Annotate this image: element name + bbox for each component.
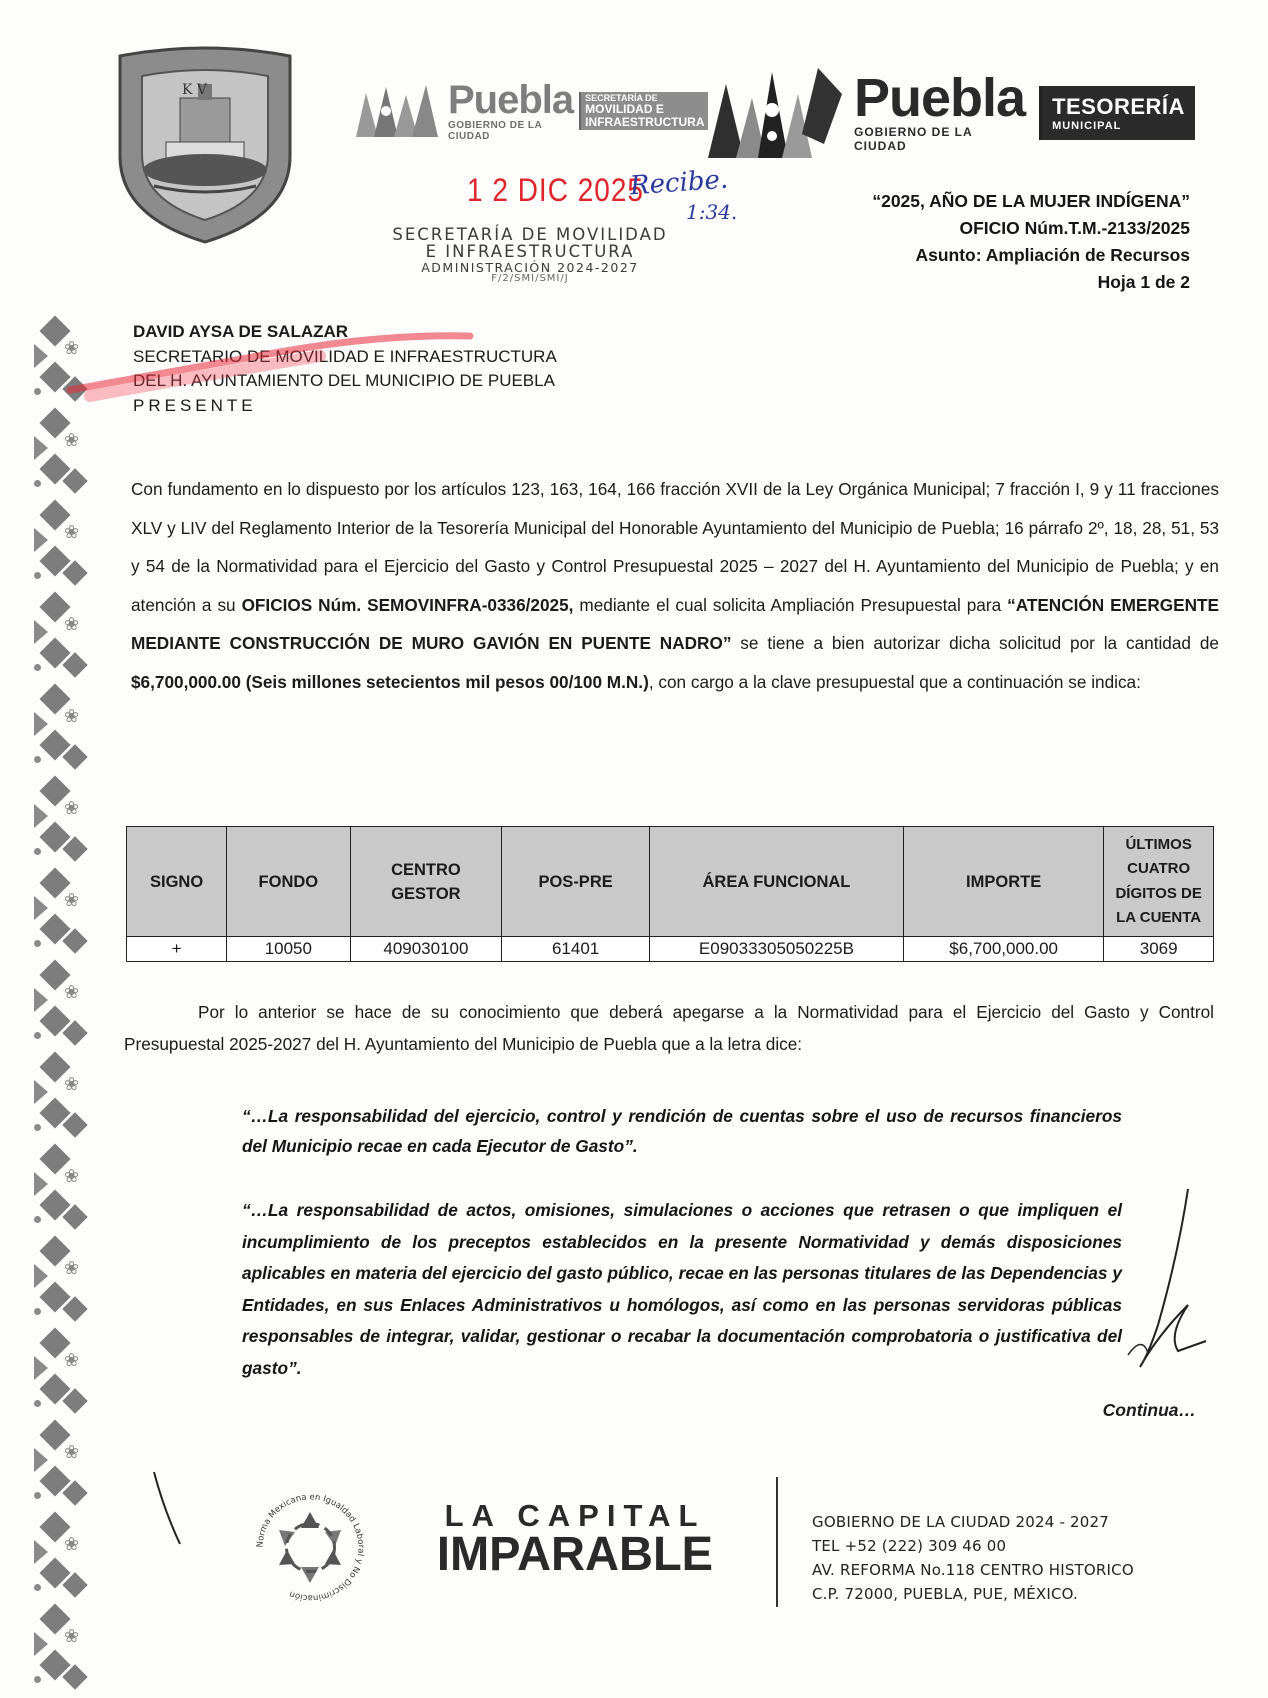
border-pattern-unit: ❀ — [34, 502, 94, 594]
gobierno-tagline: GOBIERNO DE LA CIUDAD — [854, 124, 973, 153]
col-pos-pre: POS-PRE — [502, 827, 650, 937]
border-pattern-unit: ❀ — [34, 1238, 94, 1330]
body-paragraph: Con fundamento en lo dispuesto por los artículos 123, 163, 164, 166 fracción XVII de la Ley Orgánica Municipal; 7 fracción I, 9 y 11 fracciones XLV y LIV del Reglamento Interior de la Tesorería Municipal del Honorable Ayuntamiento del Municipio de Puebla; 16 párrafo 2º, 18, 28, 51, 53 y 54 de la Normatividad para el Ejercicio del Gasto y Control Presupuestal 2025 – 2027 del H. Ayuntamiento del Municipio de Puebla; y en atención a su OFICIOS Núm. SEMOVINFRA-0336/2025, mediante el cual solicita Ampliación Presupuestal para “ATENCIÓN EMERGENTE MEDIANTE CONSTRUCCIÓN DE MURO GAVIÓN EN PUENTE NADRO” se tiene a bien autorizar dicha solicitud por la cantidad de $6,700,000.00 (Seis millones setecientos mil pesos 00/100 M.N.), con cargo a la clave presupuestal que a continuación se indica: — [131, 479, 1219, 692]
signature-initial-icon — [1118, 1185, 1208, 1385]
border-pattern-unit: ❀ — [34, 686, 94, 778]
normativity-paragraph: Por lo anterior se hace de su conocimiento que deberá apegarse a la Normatividad para el Ejercicio del Gasto y Control Presupuestal 2025-2027 del H. Ayuntamiento del Municipio de Puebla que a la letra dice: — [124, 1002, 1214, 1054]
footer-address: GOBIERNO DE LA CIUDAD 2024 - 2027 TEL +52 (222) 309 46 00 AV. REFORMA No.118 CENTRO HISTORICO C.P. 72000, PUEBLA, PUE, MÉXICO. — [812, 1513, 1134, 1603]
slogan-line2: IMPARABLE — [436, 1528, 714, 1581]
border-pattern-unit: ❀ — [34, 1514, 94, 1606]
oficio-number: OFICIO Núm.T.M.-2133/2025 — [959, 218, 1190, 238]
tesoreria-box: TESORERÍA MUNICIPAL — [1039, 86, 1195, 140]
table-row: + 10050 409030100 61401 E09033305050225B $6,700,000.00 3069 — [127, 937, 1214, 962]
col-fondo: FONDO — [227, 827, 350, 937]
decorative-border — [34, 318, 94, 1647]
border-pattern-unit: ❀ — [34, 1606, 94, 1698]
footer-divider — [776, 1477, 778, 1607]
page-indicator: Hoja 1 de 2 — [1097, 272, 1190, 292]
movilidad-logo — [352, 76, 707, 146]
addressee-title: SECRETARIO DE MOVILIDAD E INFRAESTRUCTURA — [133, 346, 557, 366]
project-name: “ATENCIÓN EMERGENTE MEDIANTE CONSTRUCCIÓN DE MURO GAVIÓN EN PUENTE NADRO” — [131, 594, 1219, 653]
svg-text:Norma Mexicana en Igualdad Lab: Norma Mexicana en Igualdad Laboral y No Discriminación — [255, 1492, 366, 1603]
border-pattern-unit: ❀ — [34, 1054, 94, 1146]
reception-stamp-date: 1 2 DIC 2025 — [467, 172, 644, 208]
border-pattern-unit: ❀ — [34, 870, 94, 962]
handwritten-time: 1:34. — [686, 200, 738, 224]
continues-label: Continua… — [1102, 1400, 1196, 1420]
puebla-wordmark: Puebla — [448, 78, 574, 122]
gobierno-tagline: GOBIERNO DE LA CIUDAD — [448, 120, 542, 142]
puebla-emblem-icon — [352, 81, 442, 141]
border-pattern-unit: ❀ — [34, 1146, 94, 1238]
addressee-institution: DEL H. AYUNTAMIENTO DEL MUNICIPIO DE PUEBLA — [133, 371, 555, 390]
col-area-funcional: ÁREA FUNCIONAL — [649, 827, 903, 937]
subject: Asunto: Ampliación de Recursos — [915, 245, 1190, 265]
equality-seal-icon — [253, 1490, 368, 1605]
border-pattern-unit: ❀ — [34, 594, 94, 686]
quote-responsibility-2: “…La responsabilidad de actos, omisiones, simulaciones o acciones que retrasen o que impliquen el incumplimiento de los preceptos establecidos en la presente Normatividad y demás disposiciones aplicables en materia del ejercicio del gasto público, recae en las personas titulares de las Dependencias y Entidades, en sus Enlaces Administrativos u homólogos, así como en las personas servidoras públicas responsables de integrar, validar, gestionar o recabar la documentación comprobatoria o justificativa del gasto”. — [242, 1200, 1122, 1378]
puebla-wordmark: Puebla — [854, 68, 1026, 129]
border-pattern-unit: ❀ — [34, 318, 94, 410]
slogan-line1: LA CAPITAL — [444, 1498, 706, 1533]
la-capital-imparable-logo — [425, 1500, 725, 1590]
border-pattern-unit: ❀ — [34, 410, 94, 502]
col-ultimos-digitos: ÚLTIMOS CUATRO DÍGITOS DE LA CUENTA — [1104, 827, 1214, 937]
border-pattern-unit: ❀ — [34, 1330, 94, 1422]
col-centro-gestor: CENTRO GESTOR — [350, 827, 502, 937]
border-pattern-unit: ❀ — [34, 1422, 94, 1514]
quote-responsibility-1: “…La responsabilidad del ejercicio, control y rendición de cuentas sobre el uso de recursos financieros del Municipio recae en cada Ejecutor de Gasto”. — [242, 1106, 1122, 1156]
addressee-block — [133, 320, 557, 418]
reception-stamp: SECRETARÍA DE MOVILIDAD E INFRAESTRUCTURA ADMINISTRACIÓN 2024-2027 F/2/SMI/SMI/J — [392, 225, 668, 284]
coat-of-arms-icon — [114, 46, 296, 246]
addressee-name: DAVID AYSA DE SALAZAR — [133, 322, 349, 341]
svg-text:K V: K V — [182, 82, 208, 98]
secretaria-box: SECRETARÍA DE MOVILIDAD E INFRAESTRUCTURA — [579, 92, 708, 131]
col-signo: SIGNO — [127, 827, 227, 937]
table-header-row — [127, 827, 1214, 937]
border-pattern-unit: ❀ — [34, 778, 94, 870]
border-pattern-unit: ❀ — [34, 962, 94, 1054]
presente-label: PRESENTE — [133, 395, 257, 415]
year-motto: “2025, AÑO DE LA MUJER INDÍGENA” — [872, 191, 1190, 211]
handwritten-tick-icon — [150, 1470, 190, 1550]
document-header-info — [872, 188, 1190, 296]
col-importe: IMPORTE — [903, 827, 1103, 937]
tesoreria-logo — [706, 62, 1185, 164]
handwritten-note: Recibe. — [629, 164, 730, 202]
authorized-amount: $6,700,000.00 (Seis millones setecientos mil pesos 00/100 M.N.) — [131, 671, 649, 692]
puebla-emblem-icon — [706, 64, 846, 162]
budget-key-table — [126, 826, 1214, 962]
referenced-oficio: OFICIOS Núm. SEMOVINFRA-0336/2025, — [241, 594, 574, 615]
